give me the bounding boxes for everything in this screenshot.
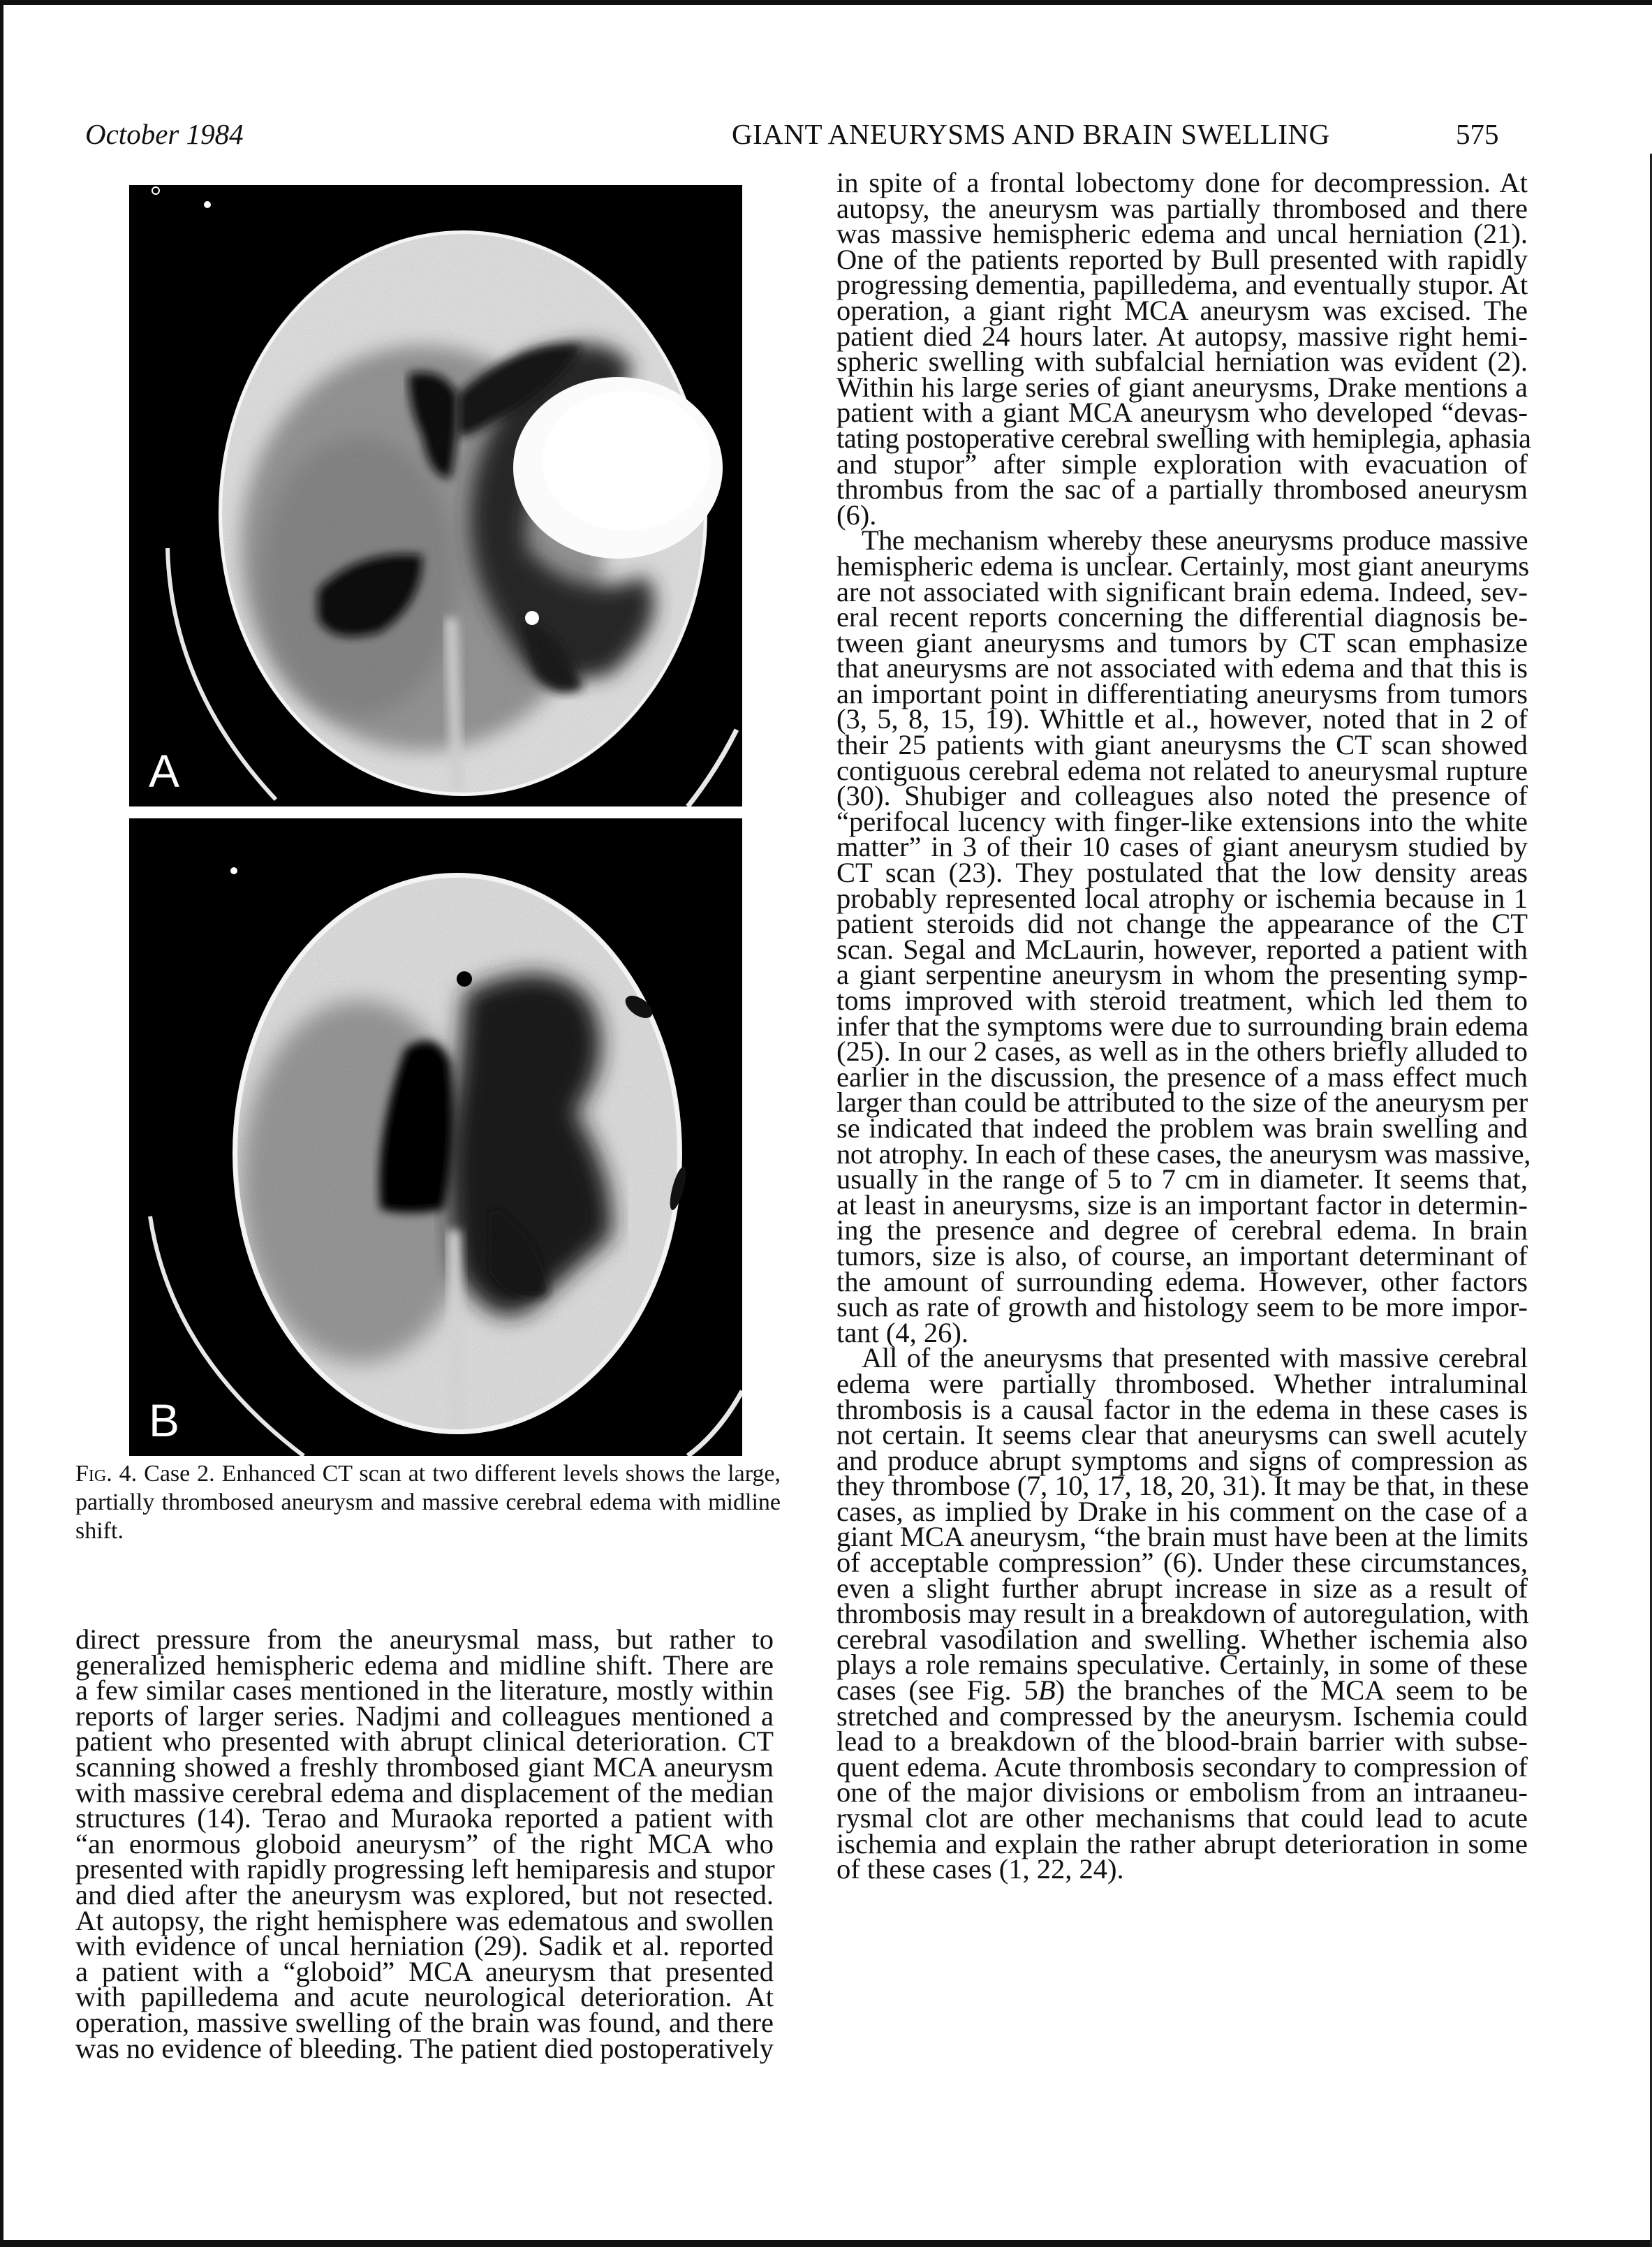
scan-marker-dot — [230, 867, 237, 874]
text-line: and died after the aneurysm was explored, but not resected. — [75, 1878, 774, 1910]
text-line: with evidence of uncal herniation (29). Sadik et al. reported — [75, 1930, 774, 1962]
text-line: patient died 24 hours later. At autopsy, massive right hemi- — [836, 320, 1528, 352]
scan-border-top — [0, 0, 1652, 5]
text-line: was no evidence of bleeding. The patient died postoperatively — [75, 2032, 774, 2064]
text-line: eral recent reports concerning the differential diagnosis be- — [836, 601, 1528, 633]
text-line: All of the aneurysms that presented with massive cerebral — [862, 1342, 1528, 1374]
text-line: cases (see Fig. 5B) the branches of the MCA seem to be — [836, 1674, 1528, 1707]
text-line: patient who presented with abrupt clinical deterioration. CT — [75, 1725, 774, 1758]
paragraph — [836, 524, 1531, 1348]
text-line: thrombosis is a causal factor in the edema in these cases is — [836, 1393, 1528, 1425]
text-line: a giant serpentine aneurysm in whom the presenting symp- — [836, 959, 1528, 991]
text-line: not atrophy. In each of these cases, the aneurysm was massive, — [836, 1137, 1531, 1170]
ct-scan-panel-b — [129, 818, 742, 1456]
paragraph — [836, 167, 1531, 531]
text-line: At autopsy, the right hemisphere was edematous and swollen — [75, 1904, 774, 1936]
text-line: one of the major divisions or embolism from an intraaneu- — [836, 1776, 1528, 1808]
text-line: ing the presence and degree of cerebral edema. In brain — [836, 1214, 1528, 1246]
text-line: infer that the symptoms were due to surrounding brain edema — [836, 1010, 1529, 1042]
text-line: an important point in differentiating aneurysms from tumors — [836, 677, 1528, 709]
text-line: they thrombose (7, 10, 17, 18, 20, 31). It may be that, in these — [836, 1470, 1529, 1502]
text-line: spheric swelling with subfalcial herniation was evident (2). — [836, 346, 1528, 378]
text-line: The mechanism whereby these aneurysms produce massive — [862, 524, 1528, 557]
text-line: generalized hemispheric edema and midline shift. There are — [75, 1649, 774, 1681]
text-line: progressing dementia, papilledema, and eventually stupor. At — [836, 269, 1528, 301]
text-line: reports of larger series. Nadjmi and colleagues mentioned a — [75, 1700, 774, 1732]
journal-running-title: GIANT ANEURYSMS AND BRAIN SWELLING — [732, 118, 1330, 150]
text-line: are not associated with significant brain edema. Indeed, sev- — [836, 575, 1528, 607]
text-line: a few similar cases mentioned in the literature, mostly within — [75, 1674, 774, 1707]
ct-scan-image-b — [129, 818, 742, 1456]
text-line: scanning showed a freshly thrombosed giant MCA aneurysm — [75, 1751, 774, 1783]
text-line: (3, 5, 8, 15, 19). Whittle et al., however, noted that in 2 of — [836, 703, 1528, 735]
panel-label-b: B — [149, 1394, 180, 1446]
text-line: stretched and compressed by the aneurysm. Ischemia could — [836, 1700, 1528, 1732]
aneurysm-enhancing-lumen — [543, 391, 710, 531]
text-line: “perifocal lucency with finger-like extensions into the white — [836, 805, 1528, 837]
scan-border-left — [0, 0, 3, 2247]
text-line: with papilledema and acute neurological deterioration. At — [75, 1981, 774, 2013]
text-line: a patient with a “globoid” MCA aneurysm that presented — [75, 1955, 774, 1987]
text-line: structures (14). Terao and Muraoka reported a patient with — [75, 1802, 774, 1834]
text-line: tant (4, 26). — [836, 1316, 968, 1348]
paragraph — [836, 1342, 1529, 1885]
text-line: se indicated that indeed the problem was brain swelling and — [836, 1112, 1528, 1144]
scan-border-bottom — [0, 2240, 1652, 2247]
figure-caption — [75, 1459, 781, 1545]
text-line: (30). Shubiger and colleagues also noted the presence of — [836, 780, 1528, 812]
text-line: larger than could be attributed to the size of the aneurysm per — [836, 1086, 1528, 1119]
text-line: their 25 patients with giant aneurysms the CT scan showed — [836, 729, 1528, 761]
text-line: (6). — [836, 499, 877, 531]
air-bubble-dot — [457, 971, 472, 987]
page-number: 575 — [1456, 118, 1499, 150]
text-line: ischemia and explain the rather abrupt deterioration in some — [836, 1827, 1528, 1859]
text-line: with massive cerebral edema and displacement of the median — [75, 1776, 774, 1808]
right-column-body — [836, 167, 1531, 1885]
text-line: usually in the range of 5 to 7 cm in diameter. It seems that, — [836, 1163, 1528, 1195]
text-line: giant MCA aneurysm, “the brain must have been at the limits — [836, 1521, 1528, 1553]
text-line: toms improved with steroid treatment, which led them to — [836, 985, 1528, 1016]
text-line: in spite of a frontal lobectomy done for decompression. At — [836, 167, 1528, 198]
text-line: such as rate of growth and histology seem to be more impor- — [836, 1291, 1528, 1323]
text-line: CT scan (23). They postulated that the low density areas — [836, 857, 1528, 889]
text-line: plays a role remains speculative. Certainly, in some of these — [836, 1649, 1528, 1681]
text-line: thrombosis may result in a breakdown of autoregulation, with — [836, 1598, 1529, 1630]
text-line: direct pressure from the aneurysmal mass, but rather to — [75, 1623, 774, 1655]
text-line: even a slight further abrupt increase in size as a result of — [836, 1572, 1528, 1604]
text-line: that aneurysms are not associated with edema and that this is — [836, 652, 1528, 684]
figure-caption-label: Fig. 4. — [75, 1461, 138, 1487]
text-line: (25). In our 2 cases, as well as in the others briefly alluded to — [836, 1036, 1528, 1068]
text-line: at least in aneurysms, size is an important factor in determin- — [836, 1188, 1528, 1221]
text-line: the amount of surrounding edema. However, other factors — [836, 1265, 1528, 1297]
text-line: of acceptable compression” (6). Under these circumstances, — [836, 1547, 1528, 1579]
text-line: presented with rapidly progressing left hemiparesis and stupor — [75, 1853, 775, 1885]
ct-scan-image-a — [129, 185, 742, 806]
text-line: not certain. It seems clear that aneurysms can swell acutely — [836, 1419, 1528, 1451]
text-line: was massive hemispheric edema and uncal herniation (21). — [836, 218, 1528, 250]
scan-marker-dot — [204, 201, 211, 208]
text-line: earlier in the discussion, the presence of a mass effect much — [836, 1061, 1528, 1093]
text-line: tumors, size is also, of course, an important determinant of — [836, 1239, 1528, 1272]
text-line: probably represented local atrophy or ischemia because in 1 — [836, 882, 1528, 914]
panel-label-a: A — [149, 745, 180, 797]
figure-caption-text: Case 2. Enhanced CT scan at two different levels shows the large, partially thrombosed aneurysm and massive cerebral edema with midline shift. — [75, 1461, 781, 1544]
text-line: One of the patients reported by Bull presented with rapidly — [836, 243, 1528, 275]
text-line: and stupor” after simple exploration with evacuation of — [836, 448, 1528, 480]
text-line: cerebral vasodilation and swelling. Whether ischemia also — [836, 1623, 1528, 1655]
text-line: tween giant aneurysms and tumors by CT scan emphasize — [836, 626, 1528, 658]
text-line: scan. Segal and McLaurin, however, reported a patient with — [836, 933, 1528, 965]
text-line: rysmal clot are other mechanisms that could lead to acute — [836, 1802, 1528, 1834]
text-line: quent edema. Acute thrombosis secondary to compression of — [836, 1751, 1528, 1783]
text-line: “an enormous globoid aneurysm” of the right MCA who — [75, 1827, 774, 1859]
text-line: matter” in 3 of their 10 cases of giant aneurysm studied by — [836, 831, 1528, 863]
left-column-body — [75, 1623, 775, 2064]
ct-scan-panel-a — [129, 185, 742, 806]
text-line: patient steroids did not change the appearance of the CT — [836, 908, 1528, 940]
text-line: of these cases (1, 22, 24). — [836, 1853, 1124, 1885]
text-line: edema were partially thrombosed. Whether intraluminal — [836, 1367, 1528, 1399]
figure-reference-italic: B — [1038, 1674, 1056, 1707]
paragraph — [75, 1623, 775, 2064]
text-line: contiguous cerebral edema not related to aneurysmal rupture — [836, 754, 1528, 786]
text-line: autopsy, the aneurysm was partially thrombosed and there — [836, 192, 1528, 224]
text-line: lead to a breakdown of the blood-brain barrier with subse- — [836, 1725, 1528, 1758]
text-line: Within his large series of giant aneurysms, Drake mentions a — [836, 371, 1528, 403]
text-line: and produce abrupt symptoms and signs of compression as — [836, 1444, 1528, 1476]
text-line: operation, massive swelling of the brain was found, and there — [75, 2006, 774, 2038]
text-line: cases, as implied by Drake in his comment on the case of a — [836, 1495, 1528, 1527]
text-line: hemispheric edema is unclear. Certainly, most giant aneuryms — [836, 550, 1529, 582]
issue-date: October 1984 — [85, 118, 244, 150]
text-line: tating postoperative cerebral swelling with hemiplegia, aphasia — [836, 422, 1531, 454]
text-line: thrombus from the sac of a partially thrombosed aneurysm — [836, 473, 1528, 506]
text-line: operation, a giant right MCA aneurysm was excised. The — [836, 294, 1528, 326]
calcification-spot — [525, 611, 539, 625]
text-line: patient with a giant MCA aneurysm who developed “devas- — [836, 397, 1528, 429]
